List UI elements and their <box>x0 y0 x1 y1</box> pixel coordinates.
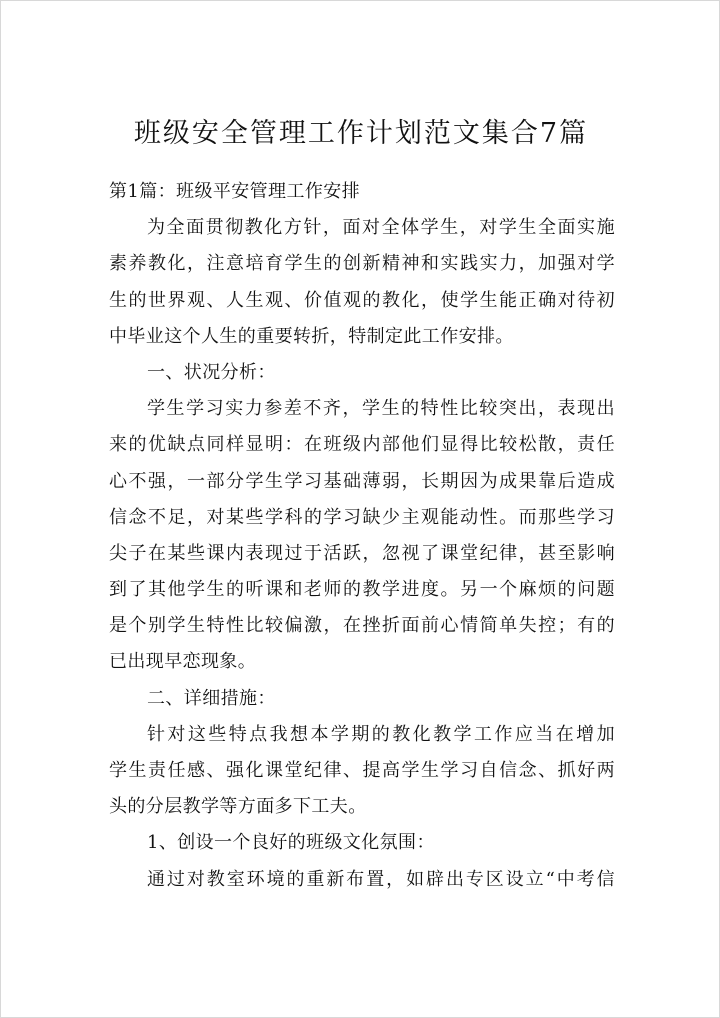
paragraph-line: 针对这些特点我想本学期的教化教学工作应当在增加 <box>147 723 615 745</box>
paragraph-line: 是个别学生特性比较偏激，在挫折面前心情简单失控；有的 <box>109 615 615 637</box>
paragraph-line: 到了其他学生的听课和老师的教学进度。另一个麻烦的问题 <box>109 579 615 601</box>
paragraph-line: 心不强，一部分学生学习基础薄弱，长期因为成果靠后造成 <box>109 470 615 492</box>
document-body <box>109 174 615 898</box>
paragraph-line: 头的分层教学等方面多下工夫。 <box>109 796 367 818</box>
paragraph-line: 已出现早恋现象。 <box>109 651 257 673</box>
item-heading: 1、创设一个良好的班级文化氛围： <box>147 832 435 854</box>
section-heading: 第1篇：班级平安管理工作安排 <box>109 181 361 202</box>
paragraph-line: 尖子在某些课内表现过于活跃，忽视了课堂纪律，甚至影响 <box>109 542 615 564</box>
paragraph-line: 通过对教室环境的重新布置，如辟出专区设立“中考信 <box>147 868 615 890</box>
subsection-heading: 一、状况分析： <box>147 361 276 383</box>
document-title: 班级安全管理工作计划范文集合7篇 <box>133 118 589 149</box>
paragraph-line: 素养教化，注意培育学生的创新精神和实践实力，加强对学 <box>109 253 615 275</box>
paragraph-line: 生的世界观、人生观、价值观的教化，使学生能正确对待初 <box>109 289 615 311</box>
paragraph-line: 学生责任感、强化课堂纪律、提高学生学习自信念、抓好两 <box>109 760 615 781</box>
paragraph-line: 为全面贯彻教化方针，面对全体学生，对学生全面实施 <box>147 217 615 239</box>
paragraph-line: 来的优缺点同样显明：在班级内部他们显得比较松散，责任 <box>109 434 615 456</box>
paragraph-line: 学生学习实力参差不齐，学生的特性比较突出，表现出 <box>147 398 615 420</box>
subsection-heading: 二、详细措施： <box>147 687 276 709</box>
paragraph-line: 中毕业这个人生的重要转折，特制定此工作安排。 <box>109 325 514 347</box>
paragraph-line: 信念不足，对某些学科的学习缺少主观能动性。而那些学习 <box>109 506 615 528</box>
